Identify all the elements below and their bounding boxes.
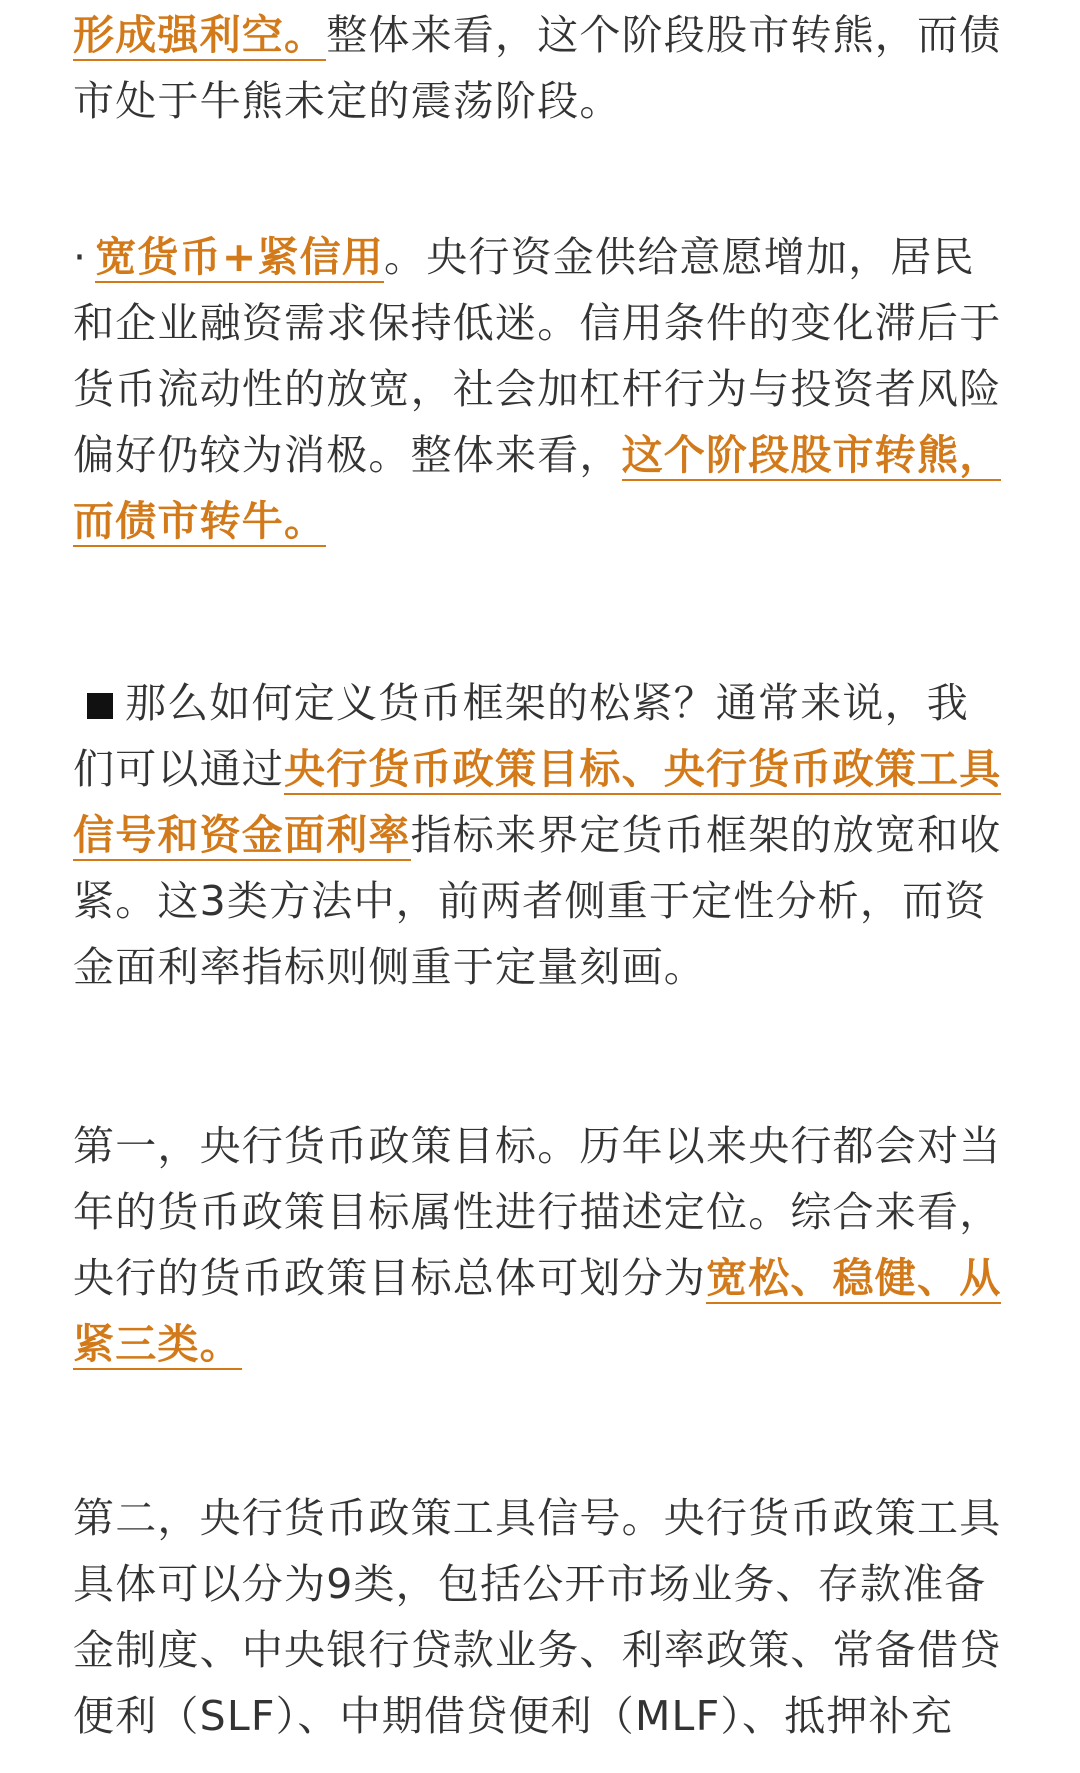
paragraph-3 — [73, 670, 1006, 1000]
paragraph-text: 那么如何定义货币框架的松紧？通常来说，我们可以通过 — [73, 679, 969, 793]
paragraph-text: 第二，央行货币政策工具信号。央行货币政策工具具体可以分为9类，包括公开市场业务、存款准备金制度、中央银行贷款业务、利率政策、常备借贷便利（SLF）、中期借贷便利（MLF）、抵押补充 — [73, 1494, 1002, 1740]
paragraph-1 — [73, 2, 1006, 134]
highlight-text: 宽松、稳健、从紧三类。 — [73, 1254, 1002, 1368]
paragraph-2 — [73, 224, 1006, 554]
highlight-text: 形成强利空。 — [73, 11, 327, 59]
highlight-text: 这个阶段股市转熊，而债市转牛。 — [73, 431, 1002, 545]
paragraph-text: 指标来界定货币框架的放宽和收紧。这3类方法中，前两者侧重于定性分析，而资金面利率指标则侧重于定量刻画。 — [73, 811, 1002, 991]
paragraph-text: 第一，央行货币政策目标。历年以来央行都会对当年的货币政策目标属性进行描述定位。综合来看，央行的货币政策目标总体可划分为 — [73, 1122, 1002, 1302]
bullet-dot: · — [73, 233, 88, 281]
highlight-text: 宽货币+紧信用 — [95, 233, 384, 281]
black-square-icon — [87, 693, 113, 719]
paragraph-5 — [73, 1485, 1006, 1749]
paragraph-text: 。央行资金供给意愿增加，居民和企业融资需求保持低迷。信用条件的变化滞后于货币流动性的放宽，社会加杠杆行为与投资者风险偏好仍较为消极。整体来看， — [73, 233, 1002, 479]
highlight-text: 央行货币政策目标、央行货币政策工具信号和资金面利率 — [73, 745, 1002, 859]
paragraph-4 — [73, 1113, 1006, 1377]
paragraph-text: 整体来看，这个阶段股市转熊，而债市处于牛熊未定的震荡阶段。 — [73, 11, 1002, 125]
